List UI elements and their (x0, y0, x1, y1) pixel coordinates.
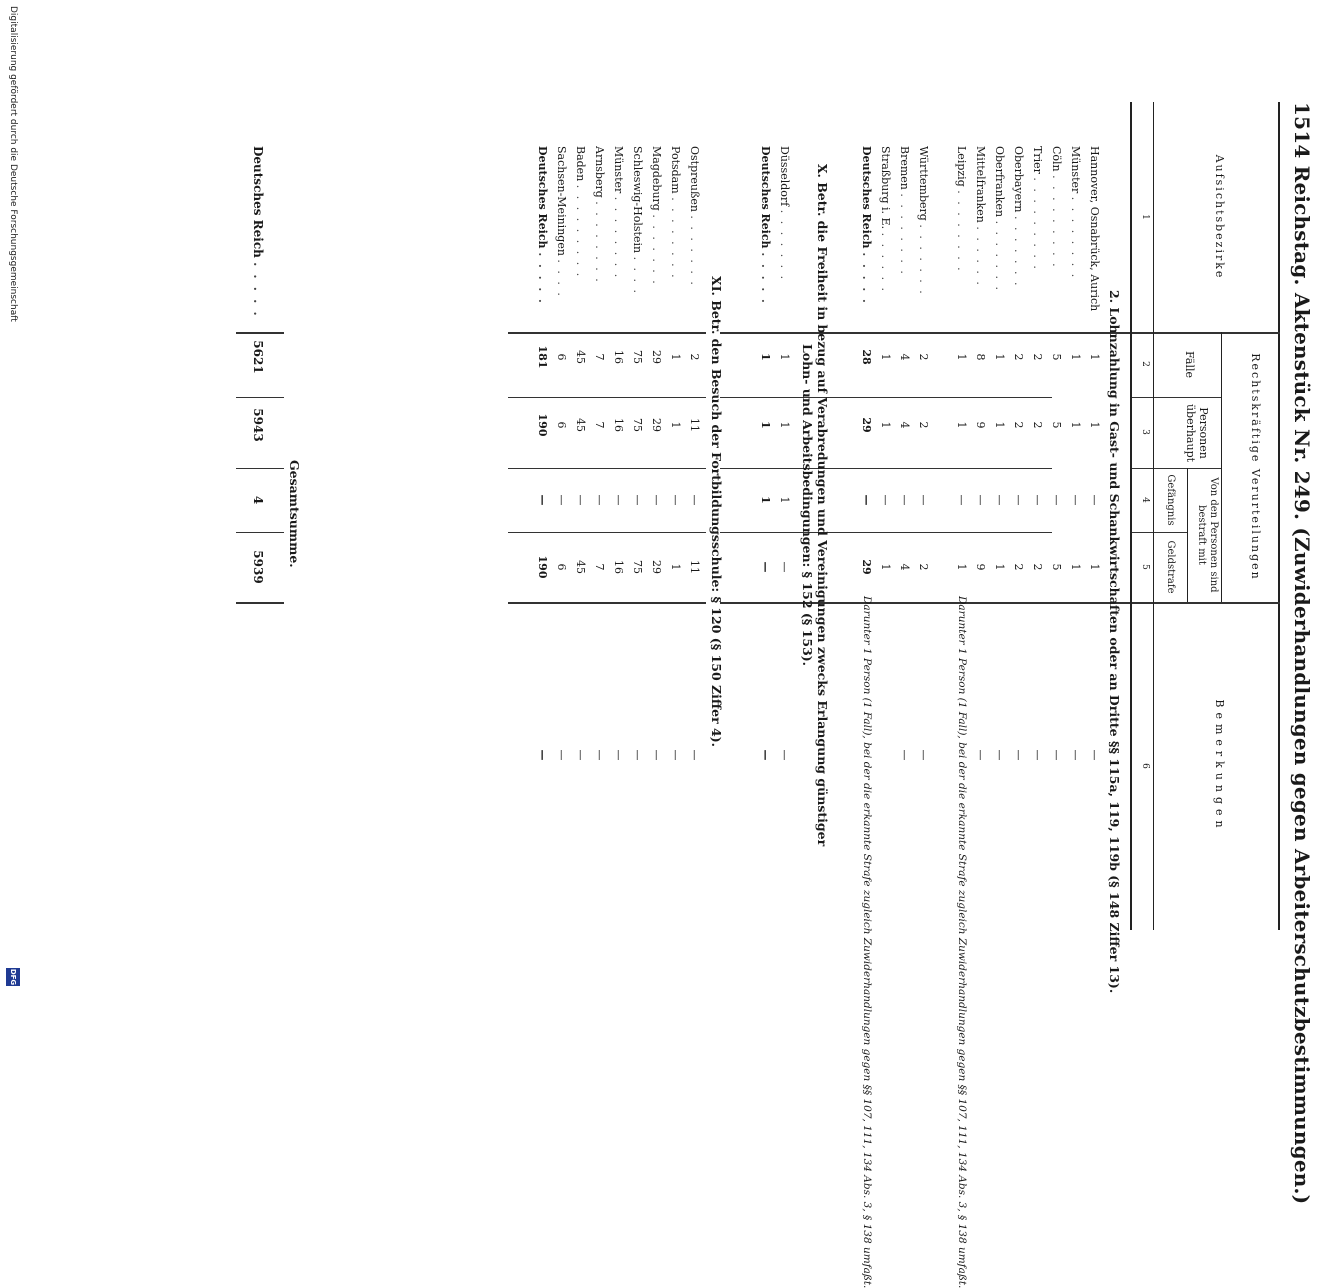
cell-bemerkung: — (536, 749, 549, 761)
section-title: XI. Betr. den Besuch der Fortbildungsschule: § 120 (§ 150 Ziffer 4). (709, 276, 724, 748)
row-label: Arnsberg (593, 146, 606, 198)
table-row-total (756, 0, 775, 1000)
cell-personen: 9 (974, 421, 987, 429)
cell-personen: 1 (993, 421, 1006, 429)
table-row (971, 0, 990, 1000)
row-label: Mittelfranken (974, 146, 987, 223)
cell-geldstrafe: 1 (669, 563, 682, 571)
row-label: Magdeburg (650, 146, 663, 211)
cell-gefaengnis: — (1031, 494, 1044, 506)
row-dots: . . . . . . . (778, 209, 791, 282)
row-label: Deutsches Reich (860, 146, 873, 249)
cell-geldstrafe: — (759, 561, 772, 573)
cell-bemerkung: — (631, 749, 644, 761)
col-num: 5 (1140, 564, 1150, 570)
row-label: Hannover, Osnabrück, Aurich (1088, 146, 1101, 312)
cell-bemerkung: — (688, 749, 701, 761)
cell-personen: 7 (593, 421, 606, 429)
row-dots: . . . . . . . . . (574, 184, 587, 279)
table-row (666, 0, 685, 1000)
cell-faelle: 1 (1088, 353, 1101, 361)
cell-personen: 75 (631, 418, 644, 432)
table-row (775, 0, 794, 1000)
dfg-logo: DFG (6, 968, 20, 986)
cell-geldstrafe: 1 (879, 563, 892, 571)
col-header-group: Rechtskräftige Verurteilungen (1249, 353, 1262, 581)
table-row (552, 0, 571, 1000)
cell-faelle: 8 (974, 353, 987, 361)
row-label: Straßburg i. E. (879, 146, 892, 230)
cell-faelle: 4 (898, 353, 911, 361)
row-label: Ostpreußen (688, 146, 701, 212)
cell-personen: 2 (1012, 421, 1025, 429)
cell-personen: 45 (574, 418, 587, 432)
cell-faelle: 45 (574, 350, 587, 364)
row-dots: . . . . . . . (688, 215, 701, 287)
cell-personen: 5943 (251, 408, 265, 442)
cell-personen: 2 (917, 421, 930, 429)
row-dots: . . . . . . . (917, 224, 930, 296)
cell-gefaengnis: — (860, 494, 873, 506)
row-dots: . . . . (555, 259, 568, 298)
table-row (1085, 0, 1104, 1000)
row-label: Münster (1069, 146, 1082, 194)
cell-personen: 1 (955, 421, 968, 429)
row-label: Schleswig-Holstein (631, 146, 644, 254)
row-label: Bremen (898, 146, 911, 190)
row-dots: . . . . . . . . (593, 201, 606, 284)
table-row (590, 0, 609, 1000)
cell-gefaengnis: — (593, 494, 606, 506)
row-label: Deutsches Reich (251, 146, 265, 258)
cell-personen: 1 (778, 421, 791, 429)
col-num: 4 (1140, 497, 1150, 503)
cell-geldstrafe: 1 (1069, 563, 1082, 571)
table-row (876, 0, 895, 1000)
row-dots: . . . . . (536, 252, 549, 305)
col-header-geldstrafe: Geldstrafe (1165, 540, 1176, 594)
cell-gefaengnis: 4 (251, 495, 265, 505)
cell-gefaengnis: — (612, 494, 625, 506)
cell-personen: 1 (759, 421, 772, 429)
section-title: X. Betr. die Freiheit in bezug auf Verabredungen und Vereinigungen zwecks Erlangung günstiger Lohn- und Arbeitsbedingungen: § 152 (§ 153). (800, 163, 830, 847)
row-dots: . . . . . . . . . (1031, 177, 1044, 271)
cell-faelle: 1 (759, 353, 772, 361)
row-remark: Darunter 1 Person (1 Fall), bei der die erkannte Strafe zugleich Zuwiderhandlungen gegen §§ 107, 111, 134 Abs. 3, § 138 umfaßt. (861, 596, 873, 1288)
cell-geldstrafe: 2 (917, 563, 930, 571)
table-row (647, 0, 666, 1000)
summary-row (248, 0, 267, 1000)
table-row (609, 0, 628, 1000)
row-label: Leipzig (955, 146, 968, 187)
cell-faelle: 28 (860, 349, 873, 365)
cell-faelle: 181 (536, 345, 549, 369)
cell-personen: 1 (1088, 421, 1101, 429)
cell-gefaengnis: — (650, 494, 663, 506)
cell-geldstrafe: 16 (612, 560, 625, 574)
cell-bemerkung: — (917, 749, 930, 761)
row-dots: . . . . . . . . (955, 190, 968, 273)
row-label: Trier (1031, 146, 1044, 174)
table-row (990, 0, 1009, 1000)
cell-personen: 1 (879, 421, 892, 429)
row-dots: . . . . (631, 256, 644, 296)
cell-geldstrafe: 1 (993, 563, 1006, 571)
cell-faelle: 1 (669, 353, 682, 361)
col-header-subgroup: Von den Personen sind bestraft mit (1196, 477, 1219, 593)
cell-faelle: 7 (593, 353, 606, 361)
table-header (1130, 102, 1280, 930)
cell-geldstrafe: 29 (860, 559, 873, 575)
row-label: Cöln (1050, 146, 1063, 172)
cell-personen: 2 (1031, 421, 1044, 429)
row-dots: . . . . . . . (650, 214, 663, 286)
cell-bemerkung: — (993, 749, 1006, 761)
cell-faelle: 5621 (251, 340, 265, 374)
cell-gefaengnis: — (1050, 494, 1063, 506)
cell-gefaengnis: — (669, 494, 682, 506)
row-dots: . . . . . (860, 252, 873, 305)
table-row (914, 0, 933, 1000)
row-label: Potsdam (669, 146, 682, 194)
cell-geldstrafe: 29 (650, 560, 663, 574)
cell-bemerkung: — (1050, 749, 1063, 761)
cell-gefaengnis: — (1069, 494, 1082, 506)
cell-geldstrafe: 5939 (251, 550, 265, 584)
cell-geldstrafe: — (778, 561, 791, 573)
row-dots: . . . . . . (974, 226, 987, 287)
cell-bemerkung: — (759, 749, 772, 761)
col-header-faelle: Fälle (1183, 351, 1196, 378)
cell-geldstrafe: 6 (555, 563, 568, 571)
table-row (1028, 0, 1047, 1000)
row-dots: . . . . . . . (1012, 216, 1025, 288)
row-label: Düsseldorf (778, 146, 791, 207)
row-dots: . . . . . . . . (1069, 196, 1082, 280)
cell-gefaengnis: — (631, 494, 644, 506)
cell-personen: 190 (536, 413, 549, 437)
row-dots: . . . . . . . . . (1050, 175, 1063, 269)
cell-faelle: 75 (631, 350, 644, 364)
cell-faelle: 16 (612, 350, 625, 364)
cell-faelle: 2 (688, 353, 701, 361)
cell-personen: 1 (1069, 421, 1082, 429)
cell-gefaengnis: — (898, 494, 911, 506)
table-row (952, 0, 971, 1288)
table-row (895, 0, 914, 1000)
cell-geldstrafe: 4 (898, 563, 911, 571)
digitization-note: Digitalisierung gefördert durch die Deutsche Forschungsgemeinschaft (8, 6, 18, 322)
row-dots: . . . . . (251, 262, 265, 318)
cell-faelle: 1 (993, 353, 1006, 361)
row-label: Deutsches Reich (759, 146, 772, 249)
row-remark: Darunter 1 Person (1 Fall), bei der die erkannte Strafe zugleich Zuwiderhandlungen gegen §§ 107, 111, 134 Abs. 3, § 138 umfaßt. (956, 596, 968, 1288)
table-row (685, 0, 704, 1000)
cell-gefaengnis: — (974, 494, 987, 506)
cell-geldstrafe: 5 (1050, 563, 1063, 571)
cell-gefaengnis: — (879, 494, 892, 506)
cell-geldstrafe: 1 (1088, 563, 1101, 571)
cell-gefaengnis: — (1088, 494, 1101, 506)
table-row (571, 0, 590, 1000)
cell-gefaengnis: — (536, 494, 549, 506)
cell-faelle: 1 (879, 353, 892, 361)
cell-geldstrafe: 45 (574, 560, 587, 574)
table-row-total (857, 0, 876, 1288)
table-row-total (533, 0, 552, 1000)
cell-bemerkung: — (898, 749, 911, 761)
cell-personen: 29 (860, 417, 873, 433)
col-header-personen: Personen überhaupt (1184, 403, 1210, 463)
cell-bemerkung: — (1069, 749, 1082, 761)
col-num: 3 (1140, 429, 1150, 435)
row-label: Oberbayern (1012, 146, 1025, 213)
cell-geldstrafe: 2 (1031, 563, 1044, 571)
summary-title: Gesamtsumme. (287, 460, 302, 568)
cell-faelle: 2 (1031, 353, 1044, 361)
row-dots: . . . . . . (879, 232, 892, 294)
cell-faelle: 5 (1050, 353, 1063, 361)
cell-bemerkung: — (555, 749, 568, 761)
col-header-bemerkungen: Bemerkungen (1213, 699, 1226, 833)
section-title: 2. Lohnzahlung in Gast- und Schankwirtschaften oder an Dritte §§ 115a, 119, 119b (§ 148 Ziffer 13). (1107, 290, 1122, 994)
cell-personen: 11 (688, 418, 701, 432)
cell-gefaengnis: — (574, 494, 587, 506)
cell-geldstrafe: 7 (593, 563, 606, 571)
cell-faelle: 1 (1069, 353, 1082, 361)
col-num: 2 (1140, 361, 1150, 367)
cell-bemerkung: — (612, 749, 625, 761)
cell-gefaengnis: 1 (778, 496, 791, 504)
cell-gefaengnis: — (917, 494, 930, 506)
row-dots: . . . . . . . . (898, 193, 911, 276)
row-dots: . . . . . (759, 252, 772, 305)
cell-bemerkung: — (593, 749, 606, 761)
cell-faelle: 6 (555, 353, 568, 361)
cell-bemerkung: — (1088, 749, 1101, 761)
cell-gefaengnis: — (993, 494, 1006, 506)
row-label: Sachsen-Meiningen (555, 146, 568, 256)
cell-gefaengnis: — (688, 494, 701, 506)
cell-bemerkung: — (669, 749, 682, 761)
cell-faelle: 1 (778, 353, 791, 361)
cell-geldstrafe: 9 (974, 563, 987, 571)
cell-bemerkung: — (1031, 749, 1044, 761)
row-label: Oberfranken (993, 146, 1006, 218)
table-row (1009, 0, 1028, 1000)
cell-personen: 1 (669, 421, 682, 429)
cell-personen: 29 (650, 418, 663, 432)
col-header-gefaengnis: Gefängnis (1165, 474, 1176, 526)
col-num: 6 (1140, 763, 1150, 769)
cell-faelle: 1 (955, 353, 968, 361)
cell-bemerkung: — (650, 749, 663, 761)
cell-gefaengnis: — (1012, 494, 1025, 506)
cell-faelle: 2 (917, 353, 930, 361)
cell-personen: 5 (1050, 421, 1063, 429)
table-row (1066, 0, 1085, 1000)
cell-personen: 4 (898, 421, 911, 429)
cell-geldstrafe: 75 (631, 560, 644, 574)
row-label: Baden (574, 146, 587, 182)
table-row-spacer (933, 0, 952, 1000)
cell-gefaengnis: — (955, 494, 968, 506)
cell-gefaengnis: — (555, 494, 568, 506)
table-row (628, 0, 647, 1000)
row-dots: . . . . . . . . (612, 196, 625, 280)
table-row (1047, 0, 1066, 1000)
row-label: Deutsches Reich (536, 146, 549, 249)
page-header: 1514 Reichstag. Aktenstück Nr. 249. (Zuwiderhandlungen gegen Arbeiterschutzbestimmungen.) (1290, 102, 1314, 1205)
cell-geldstrafe: 11 (688, 560, 701, 574)
cell-geldstrafe: 1 (955, 563, 968, 571)
row-dots: . . . . . . . . (669, 197, 682, 280)
cell-faelle: 2 (1012, 353, 1025, 361)
row-dots: . . . . . . . (993, 220, 1006, 293)
col-header-bezirke: Aufsichtsbezirke (1213, 154, 1226, 280)
cell-bemerkung: — (574, 749, 587, 761)
cell-bemerkung: — (974, 749, 987, 761)
row-label: Württemberg (917, 146, 930, 221)
cell-personen: 16 (612, 418, 625, 432)
cell-bemerkung: — (778, 749, 791, 761)
cell-bemerkung: — (1012, 749, 1025, 761)
cell-geldstrafe: 190 (536, 555, 549, 579)
cell-geldstrafe: 2 (1012, 563, 1025, 571)
cell-gefaengnis: 1 (759, 496, 772, 504)
cell-personen: 6 (555, 421, 568, 429)
col-num: 1 (1140, 214, 1150, 220)
cell-faelle: 29 (650, 350, 663, 364)
row-label: Münster (612, 146, 625, 194)
